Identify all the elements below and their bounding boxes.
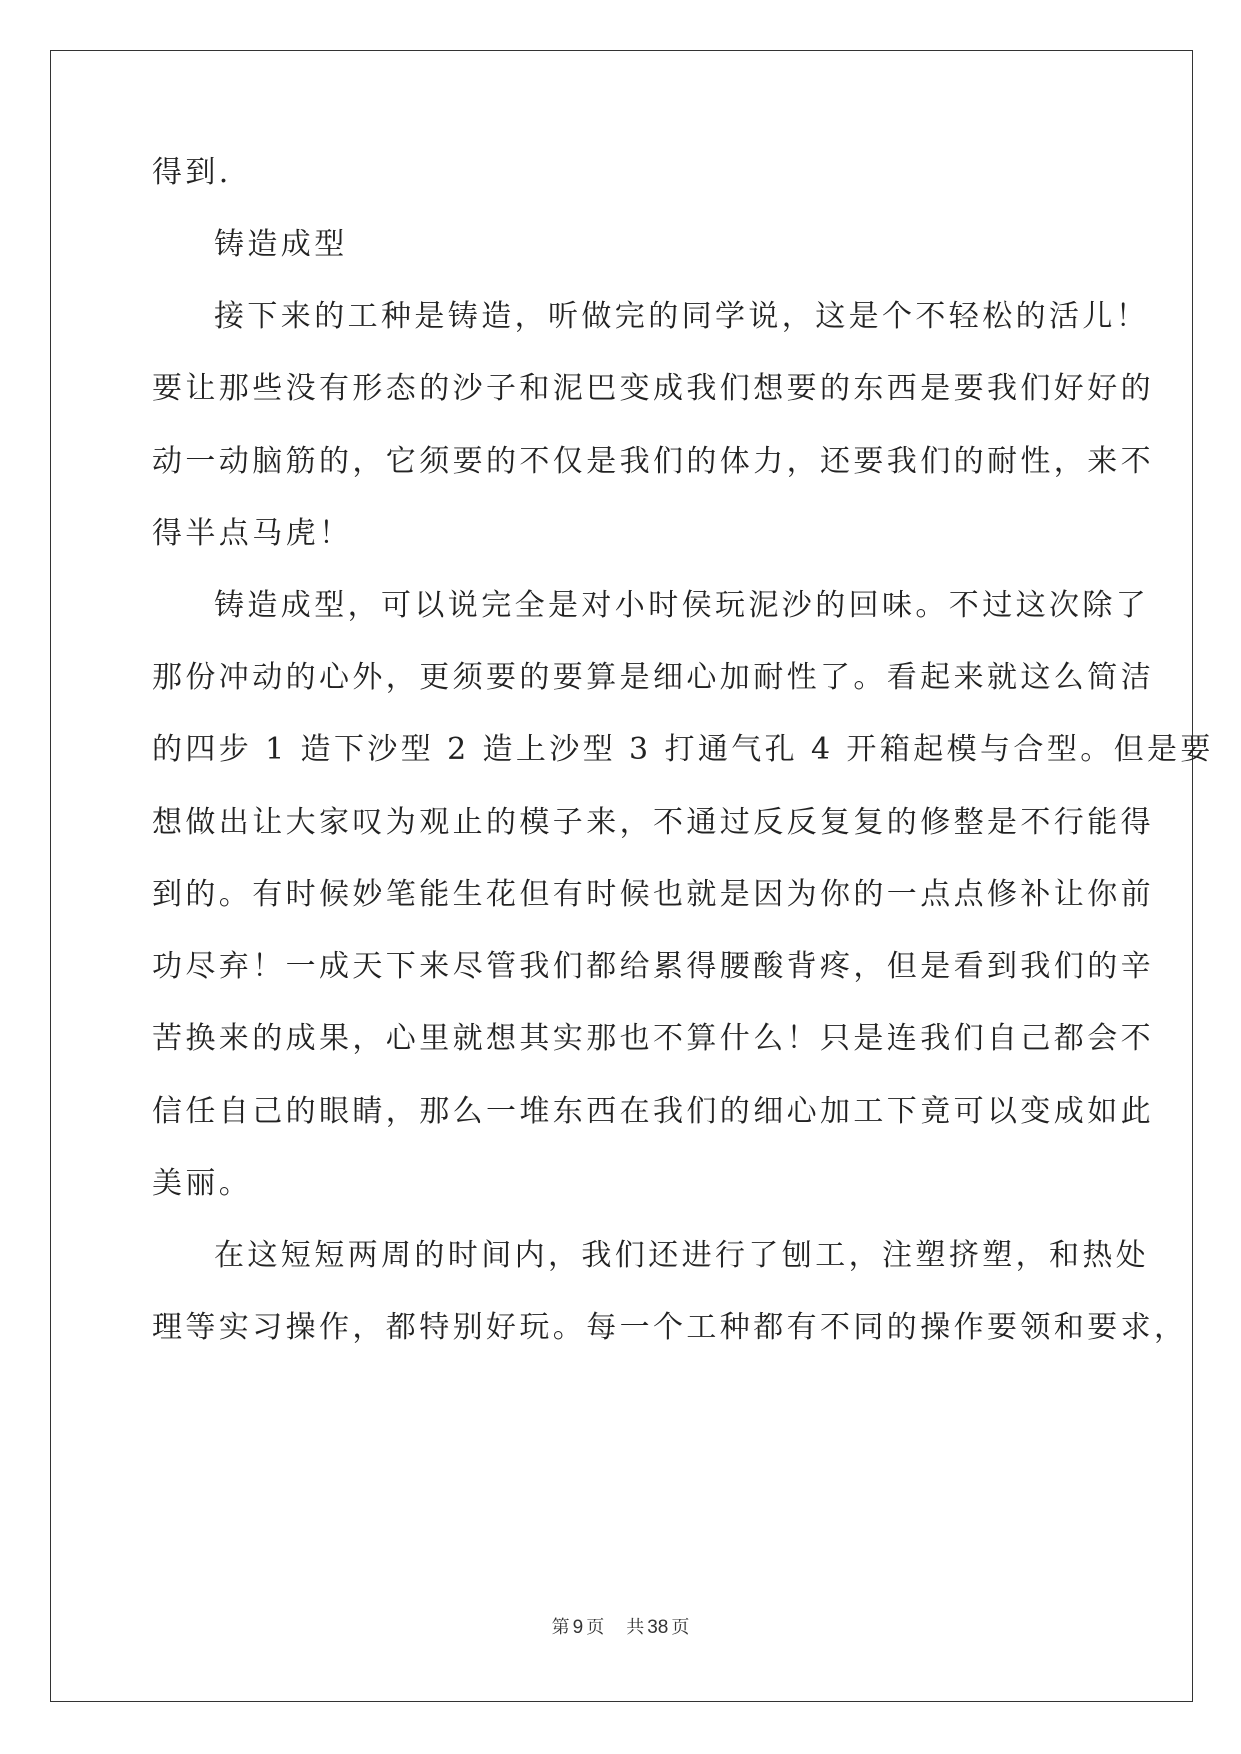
text-line: 的四步 1 造下沙型 2 造上沙型 3 打通气孔 4 开箱起模与合型。但是要 <box>152 732 1214 767</box>
text-line: 要让那些没有形态的沙子和泥巴变成我们想要的东西是要我们好好的 <box>152 371 1154 406</box>
section-heading: 铸造成型 <box>214 227 348 262</box>
text-line: 得半点马虎！ <box>152 516 353 551</box>
text-line: 在这短短两周的时间内，我们还进行了刨工，注塑挤塑，和热处 <box>214 1238 1150 1273</box>
text-line: 铸造成型，可以说完全是对小时侯玩泥沙的回味。不过这次除了 <box>214 588 1150 623</box>
text-line: 得到. <box>152 155 232 190</box>
text-line: 想做出让大家叹为观止的模子来，不通过反反复复的修整是不行能得 <box>152 805 1154 840</box>
text-line: 那份冲动的心外，更须要的要算是细心加耐性了。看起来就这么简洁 <box>152 660 1154 695</box>
text-line: 动一动脑筋的，它须要的不仅是我们的体力，还要我们的耐性，来不 <box>152 444 1154 479</box>
page-footer <box>0 1616 1241 1640</box>
text-line: 到的。有时候妙笔能生花但有时候也就是因为你的一点点修补让你前 <box>152 877 1154 912</box>
total-pages: 38 <box>647 1617 669 1638</box>
text-line: 接下来的工种是铸造，听做完的同学说，这是个不轻松的活儿！ <box>214 299 1150 334</box>
text-line: 苦换来的成果，心里就想其实那也不算什么！只是连我们自己都会不 <box>152 1021 1154 1056</box>
total-prefix: 共 <box>626 1617 645 1638</box>
text-line: 功尽弃！一成天下来尽管我们都给累得腰酸背疼，但是看到我们的辛 <box>152 949 1154 984</box>
text-line: 信任自己的眼睛，那么一堆东西在我们的细心加工下竟可以变成如此 <box>152 1094 1154 1129</box>
text-line: 美丽。 <box>152 1166 253 1201</box>
page-number: 9 <box>572 1617 584 1638</box>
total-suffix: 页 <box>671 1617 690 1638</box>
page-prefix: 第 <box>551 1617 570 1638</box>
page-suffix: 页 <box>586 1617 605 1638</box>
text-line: 理等实习操作，都特别好玩。每一个工种都有不同的操作要领和要求， <box>152 1310 1188 1345</box>
